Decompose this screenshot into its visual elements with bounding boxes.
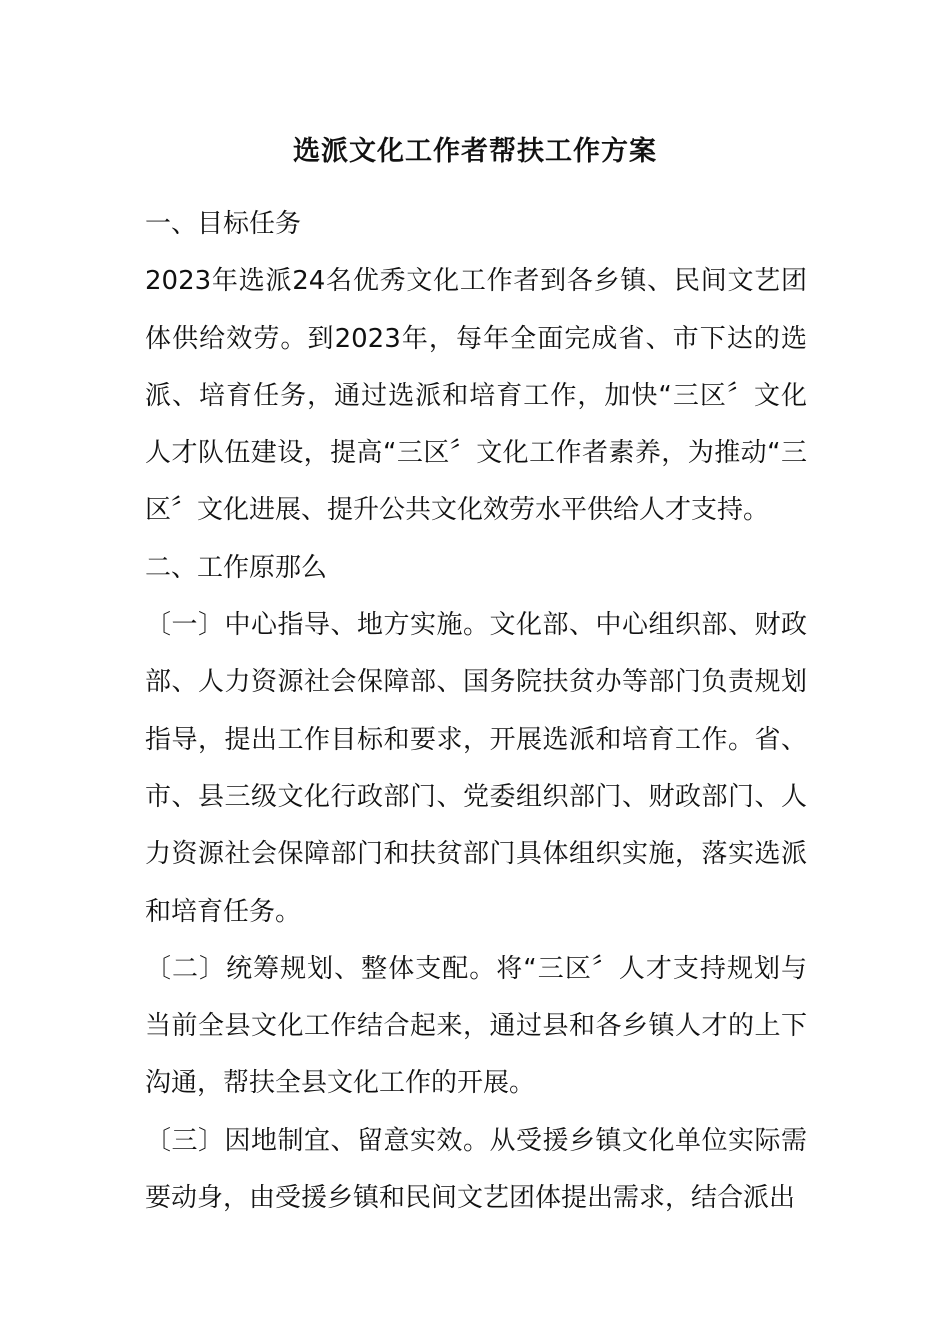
paragraph-principle-1: 〔一〕中心指导、地方实施。文化部、中心组织部、财政部、人力资源社会保障部、国务院扶贫办等部门负责规划指导，提出工作目标和要求，开展选派和培育工作。省、市、县三级文化行政部门、党委组织部门、财政部门、人力资源社会保障部门和扶贫部门具体组织实施，落实选派和培育任务。	[145, 610, 807, 927]
paragraph-goals: 2023年选派24名优秀文化工作者到各乡镇、民间文艺团体供给效劳。到2023年，每年全面完成省、市下达的选派、培育任务，通过选派和培育工作，加快“三区〞文化人才队伍建设，提高“三区〞文化工作者素养，为推动“三区〞文化进展、提升公共文化效劳水平供给人才支持。	[145, 266, 807, 526]
paragraph-principle-3: 〔三〕因地制宜、留意实效。从受援乡镇文化单位实际需要动身，由受援乡镇和民间文艺团体提出需求，结合派出	[145, 1125, 807, 1214]
document-title: 选派文化工作者帮扶工作方案	[293, 136, 657, 167]
section-heading-principles: 二、工作原那么	[145, 552, 328, 583]
paragraph-principle-2: 〔二〕统筹规划、整体支配。将“三区〞人才支持规划与当前全县文化工作结合起来，通过县和各乡镇人才的上下沟通，帮扶全县文化工作的开展。	[145, 953, 807, 1099]
section-heading-goals: 一、目标任务	[145, 209, 302, 239]
document-body	[145, 196, 807, 1227]
